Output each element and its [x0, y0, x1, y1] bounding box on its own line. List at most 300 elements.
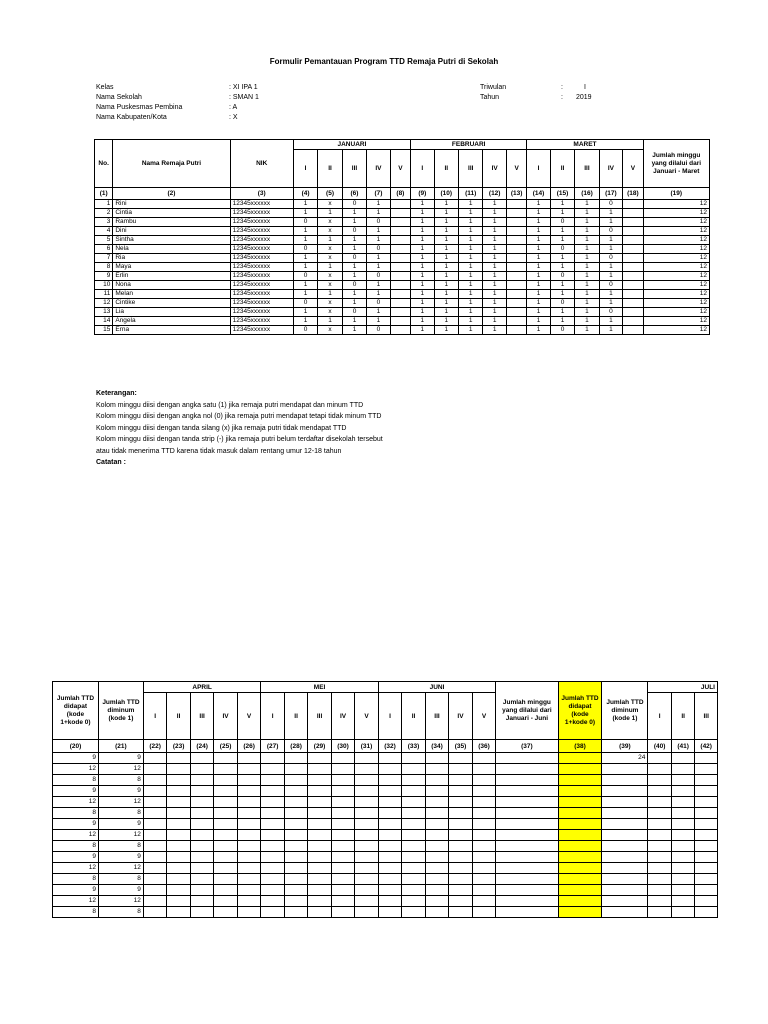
- week-cell: [449, 775, 472, 786]
- week-cell: [671, 863, 694, 874]
- note-line: atau tidak menerima TTD karena tidak masuk dalam rentang umur 12-18 tahun: [96, 447, 342, 455]
- student-name: Erlin: [113, 272, 230, 281]
- week-cell: 1: [367, 263, 390, 272]
- week-cell: [623, 263, 643, 272]
- week-cell: [390, 317, 410, 326]
- week-cell: [378, 786, 401, 797]
- week-cell: [284, 841, 307, 852]
- week-cell: 1: [575, 254, 599, 263]
- header-colnum: (13): [506, 188, 526, 200]
- header-nik: NIK: [230, 140, 293, 188]
- header-colnum: (31): [355, 740, 378, 753]
- total-weeks: [496, 896, 558, 907]
- week-cell: [237, 885, 261, 896]
- week-cell: [378, 896, 401, 907]
- header-colnum: (5): [318, 188, 342, 200]
- student-nik: 12345xxxxxx: [230, 236, 293, 245]
- week-cell: [671, 907, 694, 918]
- week-cell: 1: [459, 272, 483, 281]
- header-week: IV: [483, 150, 506, 188]
- student-nik: 12345xxxxxx: [230, 290, 293, 299]
- ttd-got-2: [558, 830, 602, 841]
- header-week: II: [550, 150, 574, 188]
- week-cell: [378, 874, 401, 885]
- week-cell: 1: [342, 299, 366, 308]
- week-cell: 1: [550, 200, 574, 209]
- week-cell: [378, 830, 401, 841]
- week-cell: [190, 819, 213, 830]
- week-cell: 1: [483, 317, 506, 326]
- week-cell: [425, 885, 448, 896]
- week-cell: [355, 753, 378, 764]
- week-cell: [425, 808, 448, 819]
- week-cell: [331, 830, 354, 841]
- header-week: V: [623, 150, 643, 188]
- header-colnum: (25): [214, 740, 237, 753]
- ttd-got: 8: [53, 775, 99, 786]
- header-colnum: (16): [575, 188, 599, 200]
- header-colnum: (30): [331, 740, 354, 753]
- header-week: V: [390, 150, 410, 188]
- row-number: 7: [95, 254, 113, 263]
- week-cell: [284, 819, 307, 830]
- week-cell: x: [318, 308, 342, 317]
- ttd-got-2: [558, 797, 602, 808]
- row-number: 11: [95, 290, 113, 299]
- student-nik: 12345xxxxxx: [230, 308, 293, 317]
- week-cell: 1: [434, 317, 458, 326]
- ttd-got: 8: [53, 874, 99, 885]
- info-row-tahun: [480, 93, 620, 103]
- week-cell: 1: [599, 272, 622, 281]
- week-cell: [390, 209, 410, 218]
- week-cell: [402, 808, 425, 819]
- week-cell: [425, 753, 448, 764]
- ttd-drank: 9: [98, 852, 143, 863]
- week-cell: [623, 218, 643, 227]
- week-cell: 1: [318, 209, 342, 218]
- week-cell: 0: [550, 218, 574, 227]
- header-colnum: (18): [623, 188, 643, 200]
- header-colnum: (27): [261, 740, 284, 753]
- week-cell: [308, 819, 331, 830]
- week-cell: [190, 907, 213, 918]
- week-cell: [190, 753, 213, 764]
- header-colnum: (26): [237, 740, 261, 753]
- week-cell: 1: [318, 317, 342, 326]
- table-row: [95, 272, 710, 281]
- week-cell: 1: [599, 326, 622, 335]
- student-nik: 12345xxxxxx: [230, 245, 293, 254]
- week-cell: 1: [459, 290, 483, 299]
- week-cell: [190, 841, 213, 852]
- week-cell: [261, 786, 284, 797]
- week-cell: 1: [434, 236, 458, 245]
- header-week: IV: [599, 150, 622, 188]
- week-cell: [449, 907, 472, 918]
- ttd-got: 8: [53, 808, 99, 819]
- week-cell: 0: [599, 227, 622, 236]
- week-cell: [425, 797, 448, 808]
- week-cell: [355, 797, 378, 808]
- week-cell: 1: [527, 272, 550, 281]
- table-row: [95, 326, 710, 335]
- week-cell: 1: [459, 209, 483, 218]
- week-cell: [190, 786, 213, 797]
- week-cell: 1: [342, 245, 366, 254]
- week-cell: 1: [342, 263, 366, 272]
- header-month: MARET: [527, 140, 643, 150]
- week-cell: [695, 852, 718, 863]
- header-colnum: (24): [190, 740, 213, 753]
- header-week: II: [671, 693, 694, 740]
- week-cell: 1: [367, 200, 390, 209]
- week-cell: x: [318, 245, 342, 254]
- ttd-got-2: [558, 819, 602, 830]
- info-row-sekolah: [96, 93, 296, 103]
- week-cell: 1: [550, 281, 574, 290]
- week-cell: 1: [293, 308, 317, 317]
- week-cell: 1: [599, 317, 622, 326]
- table-row: [53, 797, 718, 808]
- week-cell: [308, 764, 331, 775]
- week-cell: [390, 218, 410, 227]
- week-cell: 1: [575, 308, 599, 317]
- table-row: [95, 227, 710, 236]
- week-cell: [143, 907, 166, 918]
- week-cell: 1: [367, 281, 390, 290]
- week-cell: [390, 245, 410, 254]
- row-number: 1: [95, 200, 113, 209]
- week-cell: 1: [459, 200, 483, 209]
- week-cell: [390, 272, 410, 281]
- week-cell: [261, 764, 284, 775]
- week-cell: 1: [527, 236, 550, 245]
- week-cell: [284, 797, 307, 808]
- info-label: Triwulan: [480, 84, 507, 91]
- header-colnum: (37): [496, 740, 558, 753]
- week-cell: 1: [483, 236, 506, 245]
- table-row: [95, 218, 710, 227]
- week-cell: [237, 775, 261, 786]
- header-colnum: (9): [411, 188, 434, 200]
- week-cell: 1: [459, 299, 483, 308]
- week-cell: [237, 797, 261, 808]
- week-cell: 1: [527, 245, 550, 254]
- week-cell: [402, 830, 425, 841]
- week-cell: 1: [367, 227, 390, 236]
- week-cell: x: [318, 299, 342, 308]
- week-cell: [695, 863, 718, 874]
- week-cell: [390, 281, 410, 290]
- week-cell: [167, 819, 190, 830]
- week-cell: 1: [434, 326, 458, 335]
- ttd-got-2: [558, 775, 602, 786]
- week-cell: [355, 786, 378, 797]
- week-cell: [390, 326, 410, 335]
- student-nik: 12345xxxxxx: [230, 227, 293, 236]
- header-colnum: (11): [459, 188, 483, 200]
- week-cell: [331, 874, 354, 885]
- week-cell: [402, 885, 425, 896]
- week-cell: [308, 753, 331, 764]
- week-cell: [143, 775, 166, 786]
- header-colnum: (29): [308, 740, 331, 753]
- week-cell: [331, 775, 354, 786]
- week-cell: [284, 907, 307, 918]
- header-colnum: (21): [98, 740, 143, 753]
- week-cell: [425, 830, 448, 841]
- week-cell: 1: [411, 263, 434, 272]
- week-cell: [167, 852, 190, 863]
- header-colnum: (14): [527, 188, 550, 200]
- notes: [96, 388, 383, 469]
- ttd-got: 12: [53, 764, 99, 775]
- week-cell: [390, 290, 410, 299]
- week-cell: 1: [411, 218, 434, 227]
- week-cell: [284, 830, 307, 841]
- header-colnum: (34): [425, 740, 448, 753]
- header-week: I: [411, 150, 434, 188]
- week-cell: 1: [318, 236, 342, 245]
- header-colnum: (42): [695, 740, 718, 753]
- week-cell: [671, 874, 694, 885]
- row-number: 5: [95, 236, 113, 245]
- week-cell: 1: [293, 263, 317, 272]
- week-cell: [402, 841, 425, 852]
- total-weeks: [496, 874, 558, 885]
- week-cell: [671, 830, 694, 841]
- week-cell: [449, 885, 472, 896]
- week-cell: [648, 808, 671, 819]
- week-cell: [623, 209, 643, 218]
- week-cell: [449, 786, 472, 797]
- week-cell: [695, 775, 718, 786]
- header-ttd-drank-2: Jumlah TTD diminum (kode 1): [602, 682, 648, 740]
- week-cell: 1: [434, 290, 458, 299]
- table-row: [95, 299, 710, 308]
- ttd-drank: 9: [98, 786, 143, 797]
- week-cell: [378, 841, 401, 852]
- total-weeks: [496, 885, 558, 896]
- week-cell: [143, 885, 166, 896]
- week-cell: 1: [527, 299, 550, 308]
- info-value: : XI IPA 1: [229, 84, 258, 91]
- header-week: III: [342, 150, 366, 188]
- week-cell: 1: [459, 245, 483, 254]
- student-name: Nela: [113, 245, 230, 254]
- ttd-drank-2: [602, 786, 648, 797]
- week-cell: 1: [483, 218, 506, 227]
- week-cell: [506, 317, 526, 326]
- info-row-kelas: [96, 83, 296, 93]
- week-cell: [390, 263, 410, 272]
- week-cell: 1: [293, 236, 317, 245]
- week-cell: 1: [367, 236, 390, 245]
- week-cell: 1: [367, 308, 390, 317]
- week-cell: [143, 874, 166, 885]
- week-cell: [449, 896, 472, 907]
- info-label: Nama Kabupaten/Kota: [96, 114, 167, 121]
- ttd-drank-2: [602, 896, 648, 907]
- week-cell: 1: [483, 254, 506, 263]
- ttd-drank: 9: [98, 819, 143, 830]
- week-cell: [167, 863, 190, 874]
- week-cell: 0: [367, 245, 390, 254]
- week-cell: [143, 808, 166, 819]
- week-cell: 1: [527, 227, 550, 236]
- week-cell: [506, 236, 526, 245]
- week-cell: 1: [575, 236, 599, 245]
- week-cell: 1: [411, 209, 434, 218]
- header-colnum: (41): [671, 740, 694, 753]
- total-weeks: [496, 797, 558, 808]
- week-cell: [648, 863, 671, 874]
- week-cell: [308, 874, 331, 885]
- ttd-got: 12: [53, 830, 99, 841]
- week-cell: [671, 786, 694, 797]
- week-cell: 1: [599, 218, 622, 227]
- week-cell: [284, 808, 307, 819]
- week-cell: [695, 841, 718, 852]
- catatan-label: Catatan :: [96, 459, 126, 466]
- week-cell: 0: [293, 272, 317, 281]
- header-week: II: [167, 693, 190, 740]
- week-cell: 1: [459, 218, 483, 227]
- ttd-got-2: [558, 786, 602, 797]
- week-cell: [167, 841, 190, 852]
- week-cell: [390, 227, 410, 236]
- week-cell: 1: [459, 227, 483, 236]
- ttd-drank-2: [602, 808, 648, 819]
- week-cell: [237, 896, 261, 907]
- header-total-weeks: Jumlah minggu yang dilalui dari Januari - Juni: [496, 682, 558, 740]
- week-cell: [143, 863, 166, 874]
- header-colnum: (28): [284, 740, 307, 753]
- info-row-triwulan: [480, 83, 620, 93]
- week-cell: 1: [483, 227, 506, 236]
- week-cell: [648, 885, 671, 896]
- ttd-drank-2: [602, 764, 648, 775]
- header-week: II: [434, 150, 458, 188]
- ttd-drank-2: 24: [602, 753, 648, 764]
- monitoring-table-q1: [94, 139, 710, 335]
- table-row: [53, 819, 718, 830]
- week-cell: [472, 841, 496, 852]
- week-cell: [695, 830, 718, 841]
- week-cell: 1: [434, 272, 458, 281]
- week-cell: [261, 852, 284, 863]
- week-cell: 1: [575, 281, 599, 290]
- header-month: MEI: [261, 682, 378, 693]
- week-cell: [355, 841, 378, 852]
- student-name: Rambu: [113, 218, 230, 227]
- week-cell: 1: [459, 317, 483, 326]
- week-cell: 1: [293, 209, 317, 218]
- header-month: FEBRUARI: [411, 140, 527, 150]
- header-colnum: (19): [643, 188, 709, 200]
- week-cell: [190, 775, 213, 786]
- week-cell: [284, 775, 307, 786]
- ttd-got-2: [558, 852, 602, 863]
- student-nik: 12345xxxxxx: [230, 281, 293, 290]
- week-cell: 1: [367, 290, 390, 299]
- week-cell: [449, 830, 472, 841]
- week-cell: 1: [575, 218, 599, 227]
- week-cell: [472, 753, 496, 764]
- week-cell: [623, 272, 643, 281]
- week-cell: 1: [483, 200, 506, 209]
- week-cell: x: [318, 200, 342, 209]
- week-cell: [648, 907, 671, 918]
- week-cell: [506, 200, 526, 209]
- week-cell: [623, 227, 643, 236]
- week-cell: [378, 764, 401, 775]
- week-cell: 1: [411, 308, 434, 317]
- week-cell: 1: [293, 281, 317, 290]
- header-week: I: [527, 150, 550, 188]
- ttd-got-2: [558, 874, 602, 885]
- week-cell: 1: [550, 254, 574, 263]
- week-cell: [214, 841, 237, 852]
- week-cell: 1: [411, 236, 434, 245]
- week-cell: [472, 896, 496, 907]
- week-cell: 0: [550, 299, 574, 308]
- ttd-drank: 9: [98, 753, 143, 764]
- week-cell: [237, 874, 261, 885]
- week-cell: [671, 896, 694, 907]
- week-cell: [472, 819, 496, 830]
- table-row: [95, 281, 710, 290]
- note-line: Kolom minggu diisi dengan angka nol (0) jika remaja putri mendapat tetapi tidak minum TTD: [96, 413, 382, 420]
- week-cell: 1: [434, 308, 458, 317]
- week-cell: 1: [575, 299, 599, 308]
- header-month: JUNI: [378, 682, 495, 693]
- week-cell: [355, 885, 378, 896]
- student-nik: 12345xxxxxx: [230, 218, 293, 227]
- ttd-drank: 9: [98, 885, 143, 896]
- week-cell: [378, 797, 401, 808]
- header-colnum: (3): [230, 188, 293, 200]
- header-row-months: [95, 140, 710, 150]
- week-cell: 1: [434, 227, 458, 236]
- week-cell: [449, 852, 472, 863]
- week-cell: 1: [527, 290, 550, 299]
- week-cell: [425, 786, 448, 797]
- week-cell: 1: [599, 299, 622, 308]
- week-cell: 1: [527, 326, 550, 335]
- week-cell: 1: [599, 236, 622, 245]
- week-cell: [355, 852, 378, 863]
- total-weeks: 12: [643, 227, 709, 236]
- week-cell: [671, 841, 694, 852]
- week-cell: 1: [550, 317, 574, 326]
- table-row: [53, 764, 718, 775]
- student-name: Cintia: [113, 209, 230, 218]
- header-colnum: (7): [367, 188, 390, 200]
- week-cell: 1: [575, 227, 599, 236]
- ttd-got: 9: [53, 786, 99, 797]
- info-value: : X: [229, 114, 238, 121]
- week-cell: [331, 907, 354, 918]
- total-weeks: [496, 753, 558, 764]
- week-cell: [331, 764, 354, 775]
- header-month: JULI: [648, 682, 718, 693]
- form-title: Formulir Pemantauan Program TTD Remaja Putri di Sekolah: [269, 57, 499, 66]
- student-name: Cintike: [113, 299, 230, 308]
- week-cell: [402, 907, 425, 918]
- student-nik: 12345xxxxxx: [230, 272, 293, 281]
